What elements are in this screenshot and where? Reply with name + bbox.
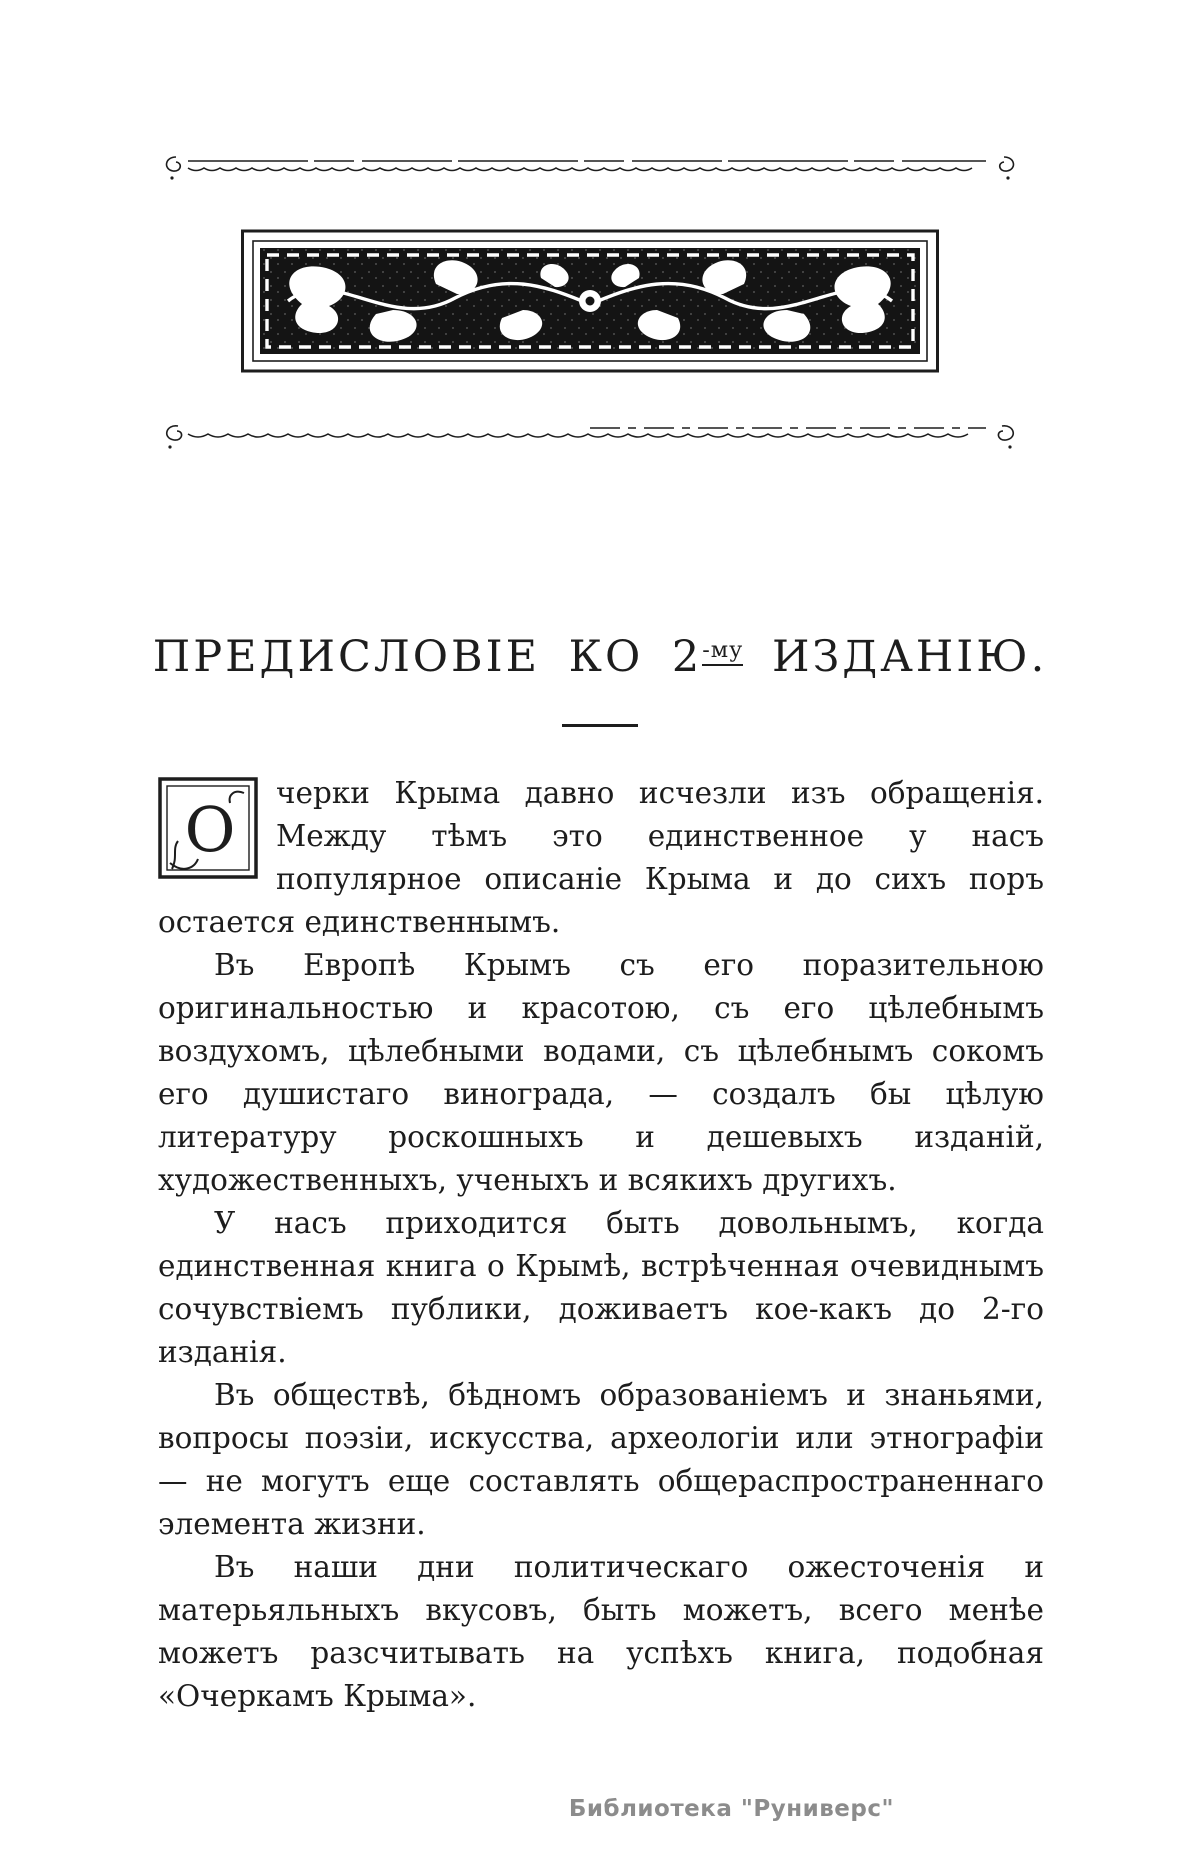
dropcap-woodcut: [158, 777, 258, 879]
dropcap-letter: О: [184, 793, 236, 866]
chapter-title: [0, 632, 1200, 682]
paragraph-2: Въ Европѣ Крымъ съ его поразительною оригинальностью и красотою, съ его цѣлебнымъ воздухомъ, цѣлебными водами, съ цѣлебнымъ сокомъ его душистаго винограда, — создалъ бы цѣлую литературу роскошныхъ и дешевыхъ изданій, художественныхъ, ученыхъ и всякихъ другихъ.: [158, 948, 1044, 1197]
paragraph-3: У насъ приходится быть довольнымъ, когда единственная книга о Крымѣ, встрѣченная очевиднымъ сочувствіемъ публики, доживаетъ кое-какъ до 2-го изданія.: [158, 1206, 1044, 1369]
bottom-wave-line: [188, 434, 968, 437]
ornament-bottom-rule: [160, 420, 1020, 452]
title-prefix: ПРЕДИСЛОВІЕ КО 2: [152, 632, 703, 682]
library-watermark: Библиотека "Руниверс": [568, 1796, 894, 1822]
paragraph-5: Въ наши дни политическаго ожесточенія и матерьяльныхъ вкусовъ, быть можетъ, всего менѣе можетъ разсчитывать на успѣхъ книга, подобная «Очеркамъ Крыма».: [158, 1550, 1044, 1713]
right-curl-ornament: [1000, 157, 1014, 171]
left-curl-ornament: [167, 157, 181, 171]
top-border-rule: [160, 152, 1020, 184]
paragraph-1-text: черки Крыма давно исчезли изъ обращенія. Между тѣмъ это единственное у насъ популярное описаніе Крыма и до сихъ поръ остается единственнымъ.: [158, 776, 1044, 939]
left-curl-ornament: [167, 426, 182, 440]
paragraph-1: [158, 772, 1044, 944]
paragraph-4: Въ обществѣ, бѣдномъ образованіемъ и знаньями, вопросы поэзіи, искусства, археологіи или этнографіи — не могутъ еще составлять общераспространеннаго элемента жизни.: [158, 1378, 1044, 1541]
title-superscript: -му: [702, 637, 743, 666]
header-ornament: [240, 226, 940, 380]
top-wave-line: [188, 168, 972, 171]
dropcap-initial: [158, 777, 258, 879]
right-curl-ornament: [998, 426, 1013, 440]
title-suffix: ИЗДАНІЮ.: [743, 632, 1048, 682]
ornament-band-svg: [240, 226, 940, 376]
body-text: [158, 772, 1044, 1718]
title-divider: [562, 724, 638, 727]
